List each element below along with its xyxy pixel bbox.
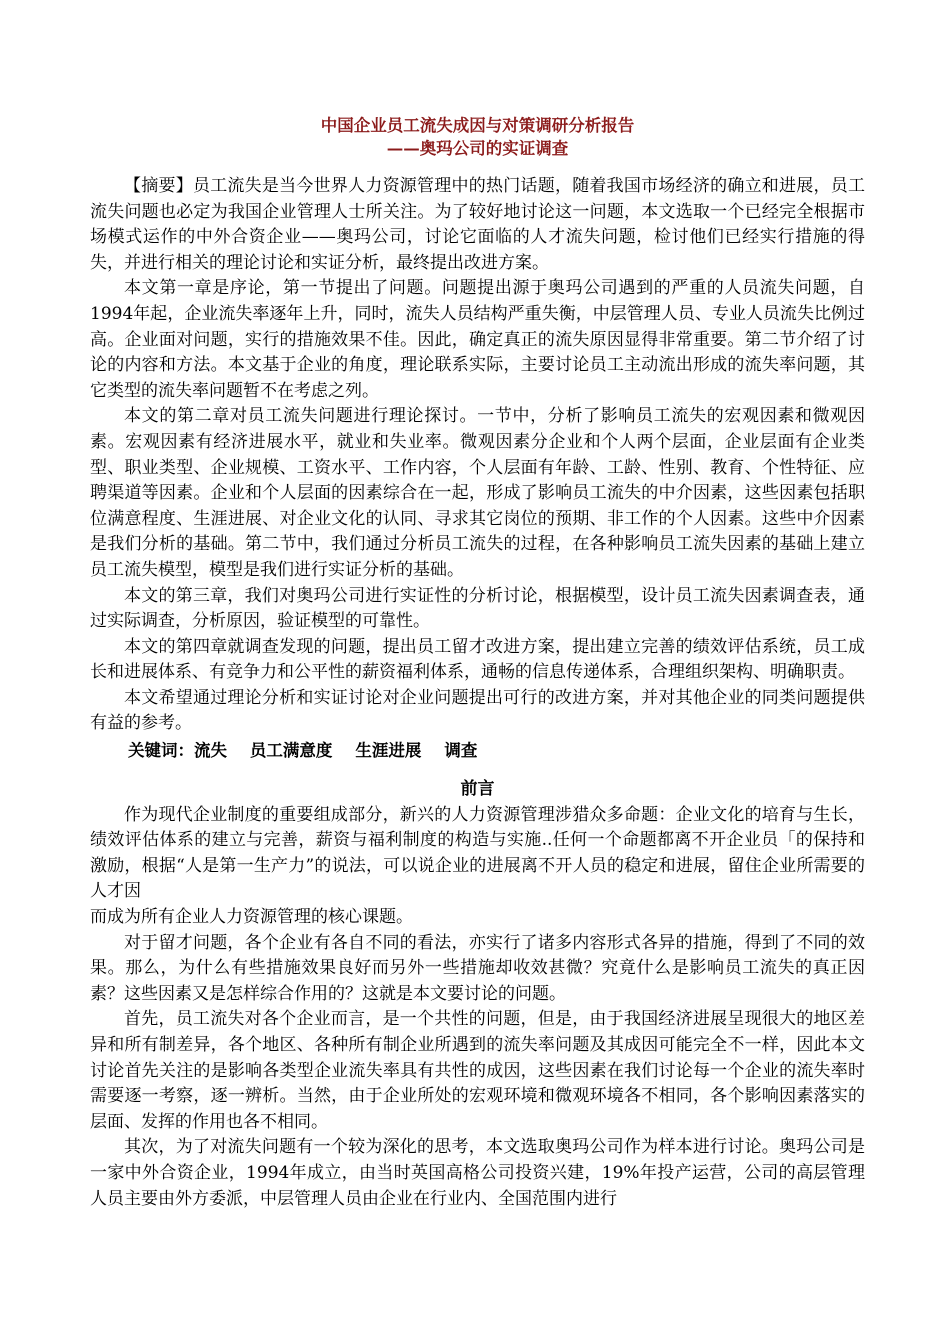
document-title: 中国企业员工流失成因与对策调研分析报告	[320, 116, 635, 135]
preface-paragraph-1: 作为现代企业制度的重要组成部分，新兴的人力资源管理涉猎众多命题：企业文化的培育与生长，绩效评估体系的建立与完善，薪资与福利制度的构造与实施..任何一个命题都离不开企业员「的保持和激励，根据“人是第一生产力”的说法，可以说企业的进展离不开人员的稳定和进展，留住企业所需要的人才因	[90, 804, 865, 902]
abstract-paragraph-5: 本文的第四章就调查发现的问题，提出员工留才改进方案，提出建立完善的绩效评估系统，员工成长和进展体系、有竞争力和公平性的薪资福利体系，通畅的信息传递体系，合理组织架构、明确职责。	[90, 636, 865, 683]
document-subtitle: ——奥玛公司的实证调查	[386, 139, 569, 158]
preface-title: 前言	[460, 779, 495, 800]
abstract-label: 【摘要】	[124, 176, 193, 196]
abstract-paragraph-4: 本文的第三章，我们对奥玛公司进行实证性的分析讨论，根据模型，设计员工流失因素调查表，通过实际调查，分析原因，验证模型的可靠性。	[90, 585, 865, 632]
keywords-label: 关键词：	[127, 741, 194, 761]
abstract-paragraph-2: 本文第一章是序论，第一节提出了问题。问题提出源于奥玛公司遇到的严重的人员流失问题，自1994年起，企业流失率逐年上升，同时，流失人员结构严重失衡，中层管理人员、专业人员流失比例过高。企业面对问题，实行的措施效果不佳。因此，确定真正的流失原因显得非常重要。第二节介绍了讨论的内容和方法。本文基于企业的角度，理论联系实际，主要讨论员工主动流出形成的流失率问题，其它类型的流失率问题暂不在考虑之列。	[90, 278, 865, 401]
keyword: 员工满意度	[249, 741, 333, 761]
preface-paragraph-4: 其次，为了对流失问题有一个较为深化的思考，本文选取奥玛公司作为样本进行讨论。奥玛公司是一家中外合资企业，1994年成立，由当时英国高格公司投资兴建，19%年投产运营，公司的高层管理人员主要由外方委派，中层管理人员由企业在行业内、全国范围内进行	[90, 1137, 865, 1209]
abstract-paragraph-3: 本文的第二章对员工流失问题进行理论探讨。一节中，分析了影响员工流失的宏观因素和微观因素。宏观因素有经济进展水平，就业和失业率。微观因素分企业和个人两个层面，企业层面有企业类型、职业类型、企业规模、工资水平、工作内容，个人层面有年龄、工龄、性别、教育、个性特征、应聘渠道等因素。企业和个人层面的因素综合在一起，形成了影响员工流失的中介因素，这些因素包括职位满意程度、生涯进展、对企业文化的认同、寻求其它岗位的预期、非工作的个人因素。这些中介因素是我们分析的基础。第二节中，我们通过分析员工流失的过程，在各种影响员工流失因素的基础上建立员工流失模型，模型是我们进行实证分析的基础。	[90, 406, 865, 580]
preface-paragraph-2: 对于留才问题，各个企业有各自不同的看法，亦实行了诸多内容形式各异的措施，得到了不同的效果。那么，为什么有些措施效果良好而另外一些措施却收效甚微？究竟什么是影响员工流失的真正因素？这些因素又是怎样综合作用的？这就是本文要讨论的问题。	[90, 932, 865, 1004]
keyword: 调查	[444, 741, 478, 761]
abstract-text-1: 员工流失是当今世界人力资源管理中的热门话题，随着我国市场经济的确立和进展，员工流失问题也必定为我国企业管理人士所关注。为了较好地讨论这一问题，本文选取一个已经完全根据市场模式运作的中外合资企业——奥玛公司，讨论它面临的人才流失问题，检讨他们已经实行措施的得失，并进行相关的理论讨论和实证分析，最终提出改进方案。	[90, 176, 865, 273]
abstract-paragraph-6: 本文希望通过理论分析和实证讨论对企业问题提出可行的改进方案，并对其他企业的同类问题提供有益的参考。	[90, 687, 865, 734]
abstract-paragraph-1	[90, 174, 865, 276]
keyword: 流失	[193, 741, 227, 761]
keywords-line	[90, 737, 865, 765]
preface-paragraph-3: 首先，员工流失对各个企业而言，是一个共性的问题，但是，由于我国经济进展呈现很大的地区差异和所有制差异，各个地区、各种所有制企业所遇到的流失率问题及其成因可能完全不一样，因此本文讨论首先关注的是影响各类型企业流失率具有共性的成因，这些因素在我们讨论每一个企业的流失率时需要逐一考察，逐一辨析。当然，由于企业所处的宏观环境和微观环境各不相同，各个影响因素落实的层面、发挥的作用也各不相同。	[90, 1009, 865, 1132]
preface-paragraph-1-continuation: 而成为所有企业人力资源管理的核心课题。	[90, 907, 413, 928]
keyword: 生涯进展	[355, 741, 422, 761]
document-body	[90, 114, 865, 1212]
